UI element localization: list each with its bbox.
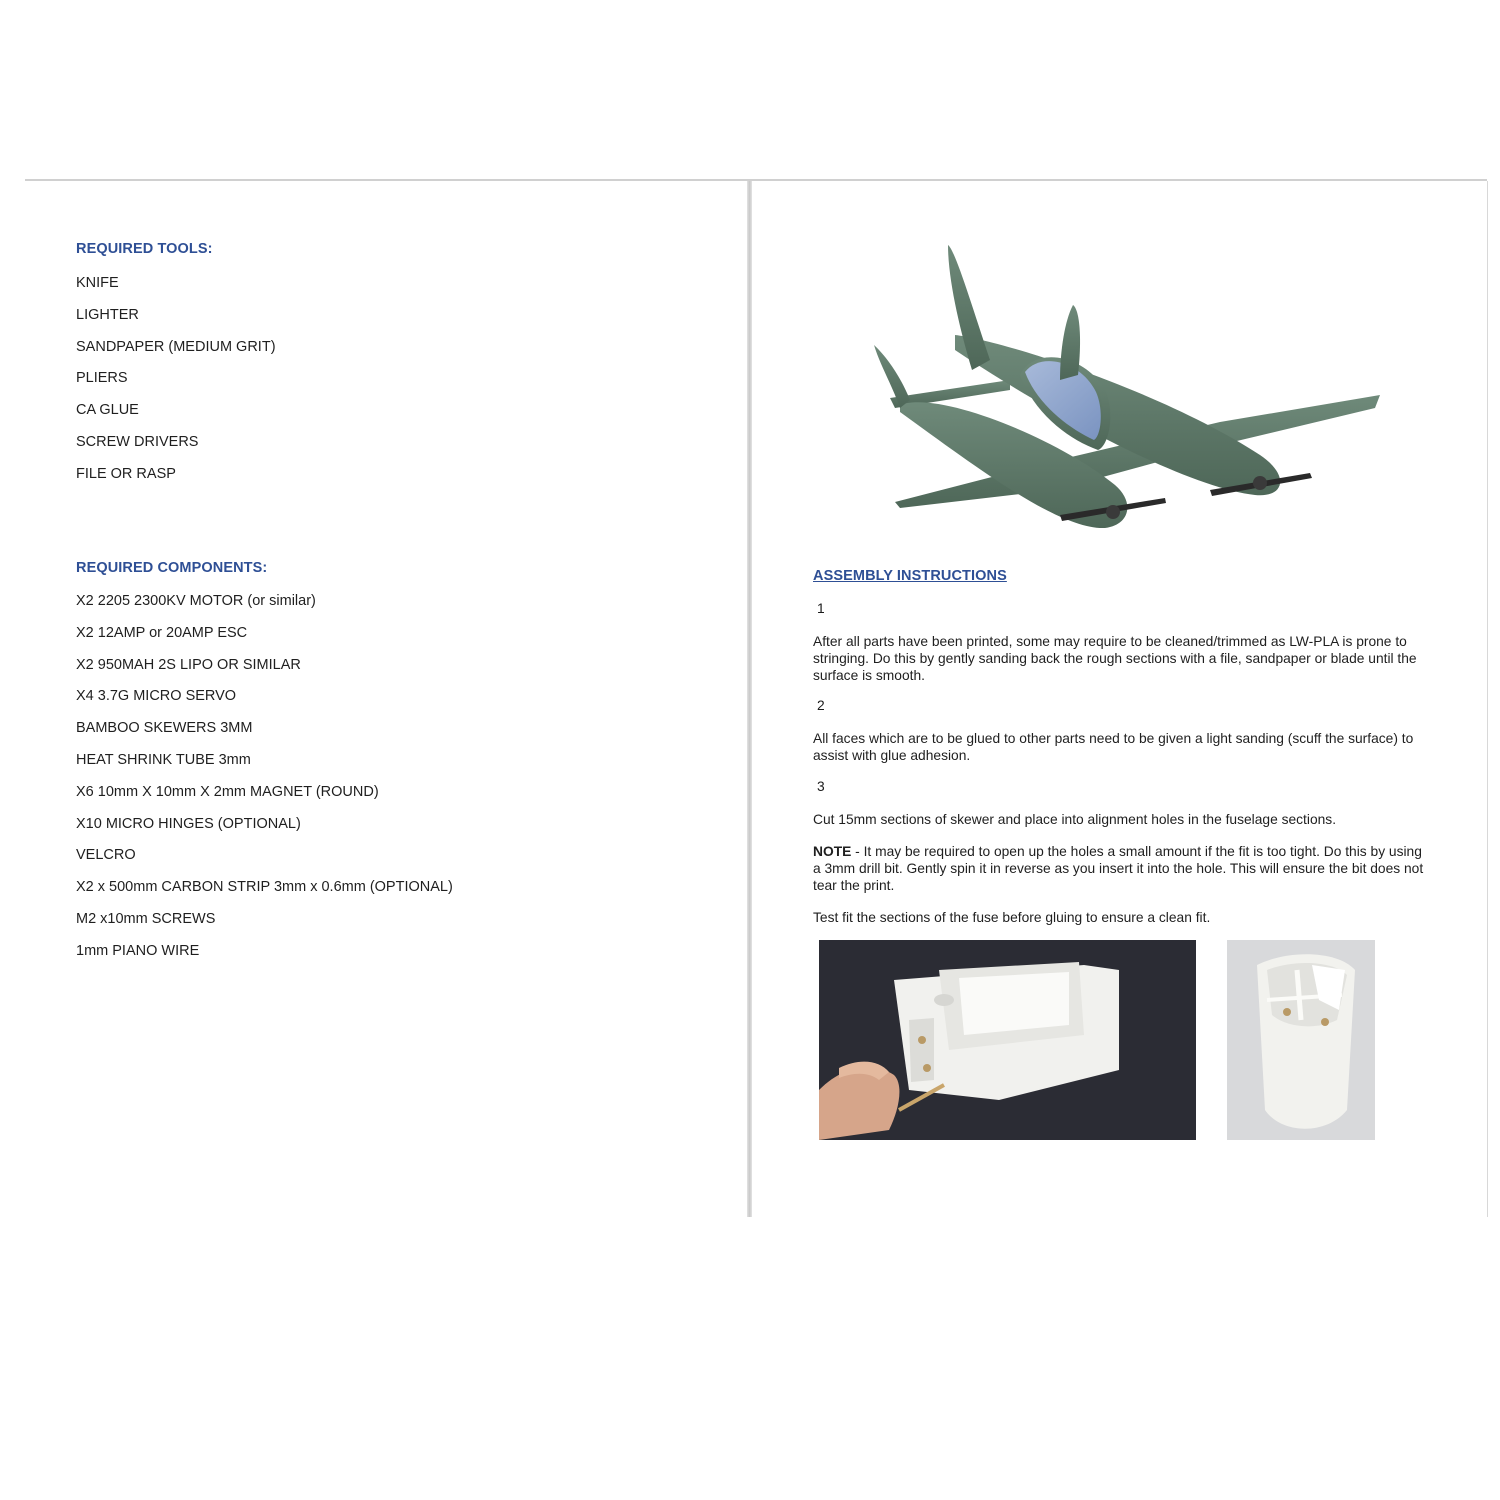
tools-list <box>76 273 276 496</box>
tool-item: KNIFE <box>76 275 119 291</box>
required-components-heading: REQUIRED COMPONENTS: <box>76 560 268 576</box>
note-label: NOTE <box>813 844 852 859</box>
note-text: - It may be required to open up the holes a small amount if the fit is too tight. Do this by using a 3mm drill bit. Gently spin it in reverse as you insert it into the hole. This will ensure the bit does not tear the print. <box>813 844 1424 893</box>
step-number: 3 <box>817 779 825 794</box>
tool-item: SANDPAPER (MEDIUM GRIT) <box>76 338 276 355</box>
tool-item: FILE OR RASP <box>76 465 176 482</box>
component-item: M2 x10mm SCREWS <box>76 910 216 927</box>
tool-item: LIGHTER <box>76 306 139 323</box>
note-paragraph <box>813 843 1428 894</box>
component-item: X10 MICRO HINGES (OPTIONAL) <box>76 815 301 832</box>
step-text: Cut 15mm sections of skewer and place into alignment holes in the fuselage sections. <box>813 812 1337 827</box>
component-item: 1mm PIANO WIRE <box>76 942 200 959</box>
tool-item: PLIERS <box>76 370 128 387</box>
component-item: X2 12AMP or 20AMP ESC <box>76 624 248 641</box>
aircraft-render-image <box>860 240 1390 540</box>
component-item: X4 3.7G MICRO SERVO <box>76 688 237 705</box>
tool-item: SCREW DRIVERS <box>76 433 199 450</box>
assembly-instructions-heading: ASSEMBLY INSTRUCTIONS <box>813 568 1007 584</box>
test-fit-text: Test fit the sections of the fuse before gluing to ensure a clean fit. <box>813 910 1211 925</box>
component-item: VELCRO <box>76 847 136 864</box>
step-number: 1 <box>817 601 825 616</box>
step-text: All faces which are to be glued to other parts need to be given a light sanding (scuff the surface) to assist with glue adhesion. <box>813 731 1414 763</box>
required-tools-heading: REQUIRED TOOLS: <box>76 241 213 257</box>
step-number: 2 <box>817 698 825 713</box>
component-item: X2 2205 2300KV MOTOR (or similar) <box>76 593 316 609</box>
component-item: HEAT SHRINK TUBE 3mm <box>76 751 251 768</box>
step-text: After all parts have been printed, some may require to be cleaned/trimmed as LW-PLA is prone to stringing. Do this by gently sanding back the rough sections with a file, sandpaper or blade until the surface is smooth. <box>813 634 1417 683</box>
fuselage-photo-section <box>1227 940 1375 1140</box>
component-item: X6 10mm X 10mm X 2mm MAGNET (ROUND) <box>76 783 379 800</box>
component-item: X2 950MAH 2S LIPO OR SIMILAR <box>76 656 301 673</box>
components-list <box>76 591 453 973</box>
tool-item: CA GLUE <box>76 402 139 419</box>
component-item: BAMBOO SKEWERS 3MM <box>76 720 253 737</box>
component-item: X2 x 500mm CARBON STRIP 3mm x 0.6mm (OPTIONAL) <box>76 879 453 896</box>
fuselage-photo-hand <box>819 940 1196 1140</box>
